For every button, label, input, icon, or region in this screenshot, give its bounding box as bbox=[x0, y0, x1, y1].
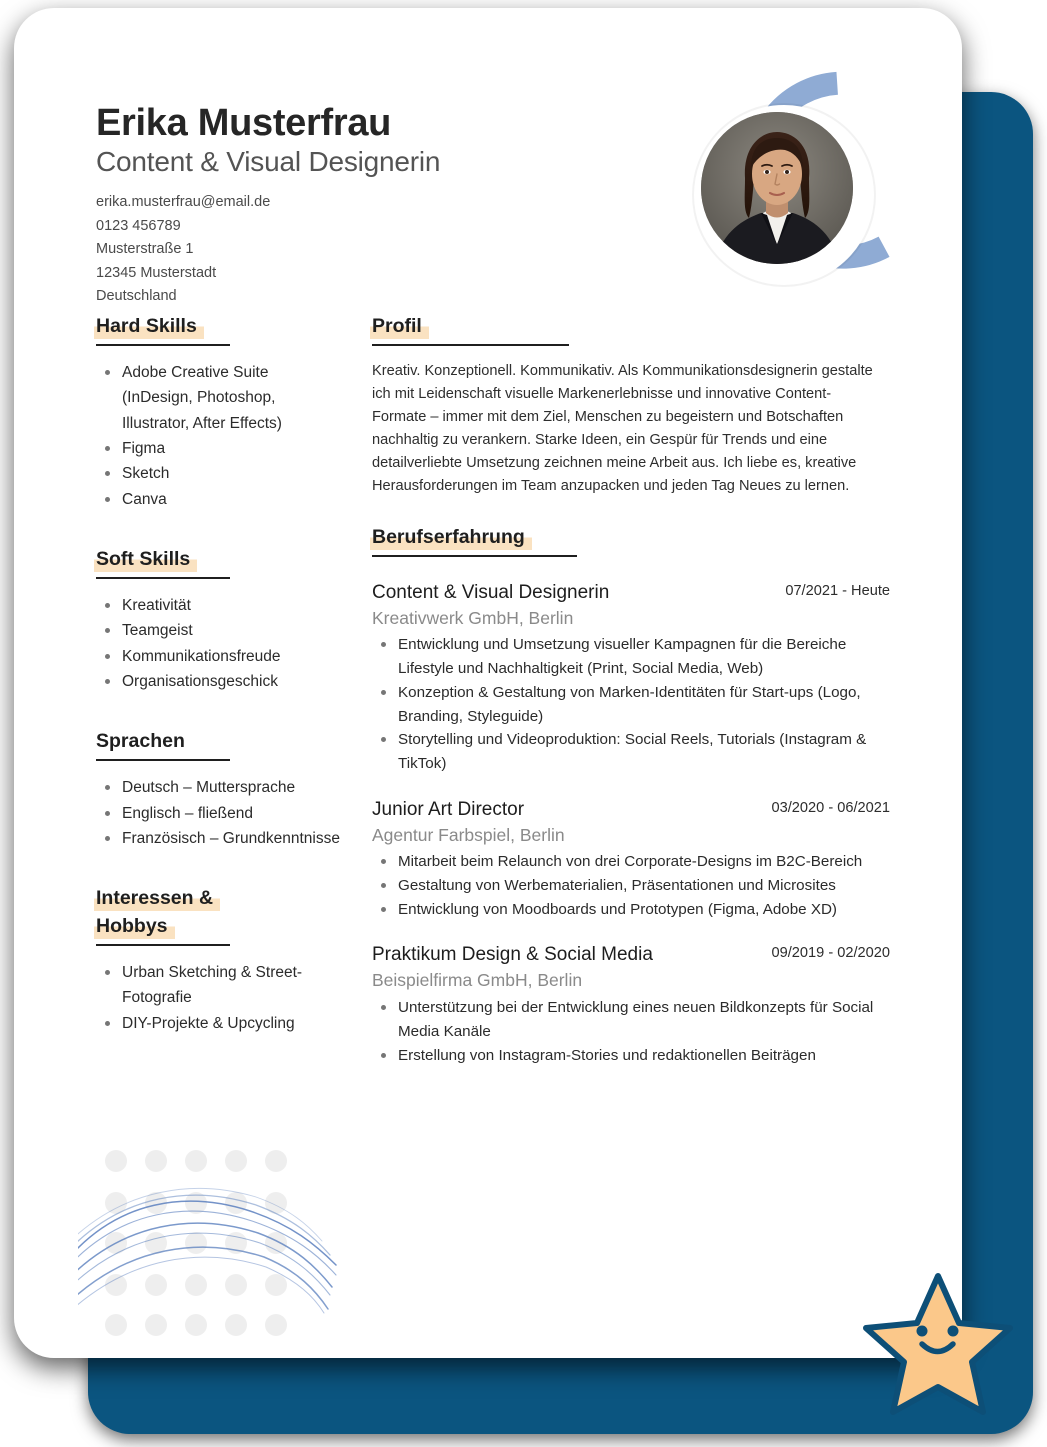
experience-company: Kreativwerk GmbH, Berlin bbox=[372, 607, 574, 628]
list-item: Entwicklung und Umsetzung visueller Kampagnen für die Bereiche Lifestyle und Nachhaltigkeit (Print, Social Media, Web) bbox=[372, 633, 890, 680]
contact-city: 12345 Musterstadt bbox=[96, 264, 217, 281]
resume-card bbox=[14, 8, 962, 1358]
right-column bbox=[372, 313, 890, 1067]
experience-header-row bbox=[372, 581, 890, 606]
job-title-subtitle: Content & Visual Designerin bbox=[96, 146, 441, 178]
soft-skills-list bbox=[96, 593, 342, 695]
header-block bbox=[96, 103, 566, 309]
list-item: Kommunikationsfreude bbox=[96, 644, 342, 669]
section-heading-interests bbox=[96, 885, 214, 947]
experience-date: 07/2021 - Heute bbox=[785, 582, 890, 599]
list-item: Sketch bbox=[96, 461, 342, 486]
list-item: Erstellung von Instagram-Stories und redaktionellen Beiträgen bbox=[372, 1044, 890, 1068]
heading-underline bbox=[96, 344, 230, 346]
section-heading-hard-skills bbox=[96, 313, 342, 348]
section-languages bbox=[96, 728, 342, 851]
heading-underline bbox=[96, 759, 230, 761]
heading-underline bbox=[96, 944, 230, 946]
list-item: Mitarbeit beim Relaunch von drei Corporate-Designs im B2C-Bereich bbox=[372, 850, 890, 874]
section-heading-experience bbox=[372, 524, 890, 559]
section-heading-label: Sprachen bbox=[96, 730, 185, 753]
section-heading-label: Hard Skills bbox=[94, 315, 204, 339]
languages-list bbox=[96, 775, 342, 851]
contact-email: erika.musterfrau@email.de bbox=[96, 194, 271, 211]
section-profile bbox=[372, 313, 890, 498]
heading-underline bbox=[372, 344, 569, 346]
section-experience bbox=[372, 524, 890, 1067]
contact-street: Musterstraße 1 bbox=[96, 241, 194, 258]
experience-header-row bbox=[372, 798, 890, 823]
list-item: Unterstützung bei der Entwicklung eines neuen Bildkonzepts für Social Media Kanäle bbox=[372, 996, 890, 1043]
profile-paragraph: Kreativ. Konzeptionell. Kommunikativ. Als Kommunikationsdesignerin gestalte ich mit Leidenschaft visuelle Markenerlebnisse und innovative Content-Formate – immer mit dem Ziel, Menschen zu begeistern und Botschaften nachhaltig zu verankern. Starke Ideen, ein Gespür für Trends und eine detailverliebte Umsetzung zeichnen meine Arbeit aus. Ich liebe es, kreative Herausforderungen im Team anzupacken und jeden Tag Neues zu lernen. bbox=[372, 362, 873, 494]
interests-list bbox=[96, 960, 342, 1036]
list-item: Adobe Creative Suite (InDesign, Photoshop, Illustrator, After Effects) bbox=[96, 360, 342, 436]
section-hard-skills bbox=[96, 313, 342, 512]
list-item: Kreativität bbox=[96, 593, 342, 618]
experience-header-row bbox=[372, 943, 890, 968]
experience-entry bbox=[372, 943, 890, 1067]
list-item: Deutsch – Muttersprache bbox=[96, 775, 342, 800]
page-title: Erika Musterfrau bbox=[96, 102, 392, 144]
experience-role: Praktikum Design & Social Media bbox=[372, 944, 653, 966]
section-interests bbox=[96, 885, 342, 1036]
list-item: Entwicklung von Moodboards und Prototypen (Figma, Adobe XD) bbox=[372, 898, 890, 922]
experience-bullets bbox=[372, 633, 890, 775]
experience-entry bbox=[372, 798, 890, 922]
experience-company: Beispielfirma GmbH, Berlin bbox=[372, 970, 583, 991]
contact-block bbox=[96, 191, 566, 308]
smiling-star-sticker-icon bbox=[858, 1268, 1018, 1418]
list-item: Konzeption & Gestaltung von Marken-Identitäten für Start-ups (Logo, Branding, Styleguide) bbox=[372, 681, 890, 728]
list-item: Urban Sketching & Street-Fotografie bbox=[96, 960, 342, 1011]
avatar bbox=[701, 112, 853, 264]
photo-area bbox=[638, 58, 918, 320]
hard-skills-list bbox=[96, 360, 342, 512]
experience-bullets bbox=[372, 996, 890, 1067]
section-heading-label: Berufserfahrung bbox=[370, 526, 532, 550]
section-heading-languages bbox=[96, 728, 342, 763]
list-item: Storytelling und Videoproduktion: Social Reels, Tutorials (Instagram & TikTok) bbox=[372, 728, 890, 775]
list-item: Figma bbox=[96, 436, 342, 461]
experience-role: Content & Visual Designerin bbox=[372, 581, 610, 603]
list-item: Teamgeist bbox=[96, 618, 342, 643]
experience-bullets bbox=[372, 850, 890, 921]
section-heading-profile bbox=[372, 313, 890, 348]
list-item: Canva bbox=[96, 487, 342, 512]
left-column bbox=[96, 313, 342, 1070]
section-heading-soft-skills bbox=[96, 546, 342, 581]
contact-phone: 0123 456789 bbox=[96, 217, 181, 234]
experience-company: Agentur Farbspiel, Berlin bbox=[372, 824, 565, 845]
list-item: Organisationsgeschick bbox=[96, 669, 342, 694]
list-item: DIY-Projekte & Upcycling bbox=[96, 1011, 342, 1036]
experience-date: 09/2019 - 02/2020 bbox=[771, 945, 890, 962]
contact-country: Deutschland bbox=[96, 288, 177, 305]
list-item: Gestaltung von Werbematerialien, Präsentationen und Microsites bbox=[372, 874, 890, 898]
section-heading-label: Soft Skills bbox=[94, 548, 197, 572]
heading-underline bbox=[96, 577, 230, 579]
dotted-wave-decoration-icon bbox=[78, 1133, 418, 1348]
experience-date: 03/2020 - 06/2021 bbox=[771, 799, 890, 816]
experience-role: Junior Art Director bbox=[372, 798, 525, 820]
section-heading-label: Interessen & Hobbys bbox=[94, 887, 220, 939]
list-item: Englisch – fließend bbox=[96, 801, 342, 826]
list-item: Französisch – Grundkenntnisse bbox=[96, 826, 342, 851]
section-heading-label: Profil bbox=[370, 315, 429, 339]
experience-entry bbox=[372, 581, 890, 776]
section-soft-skills bbox=[96, 546, 342, 694]
heading-underline bbox=[372, 555, 577, 557]
